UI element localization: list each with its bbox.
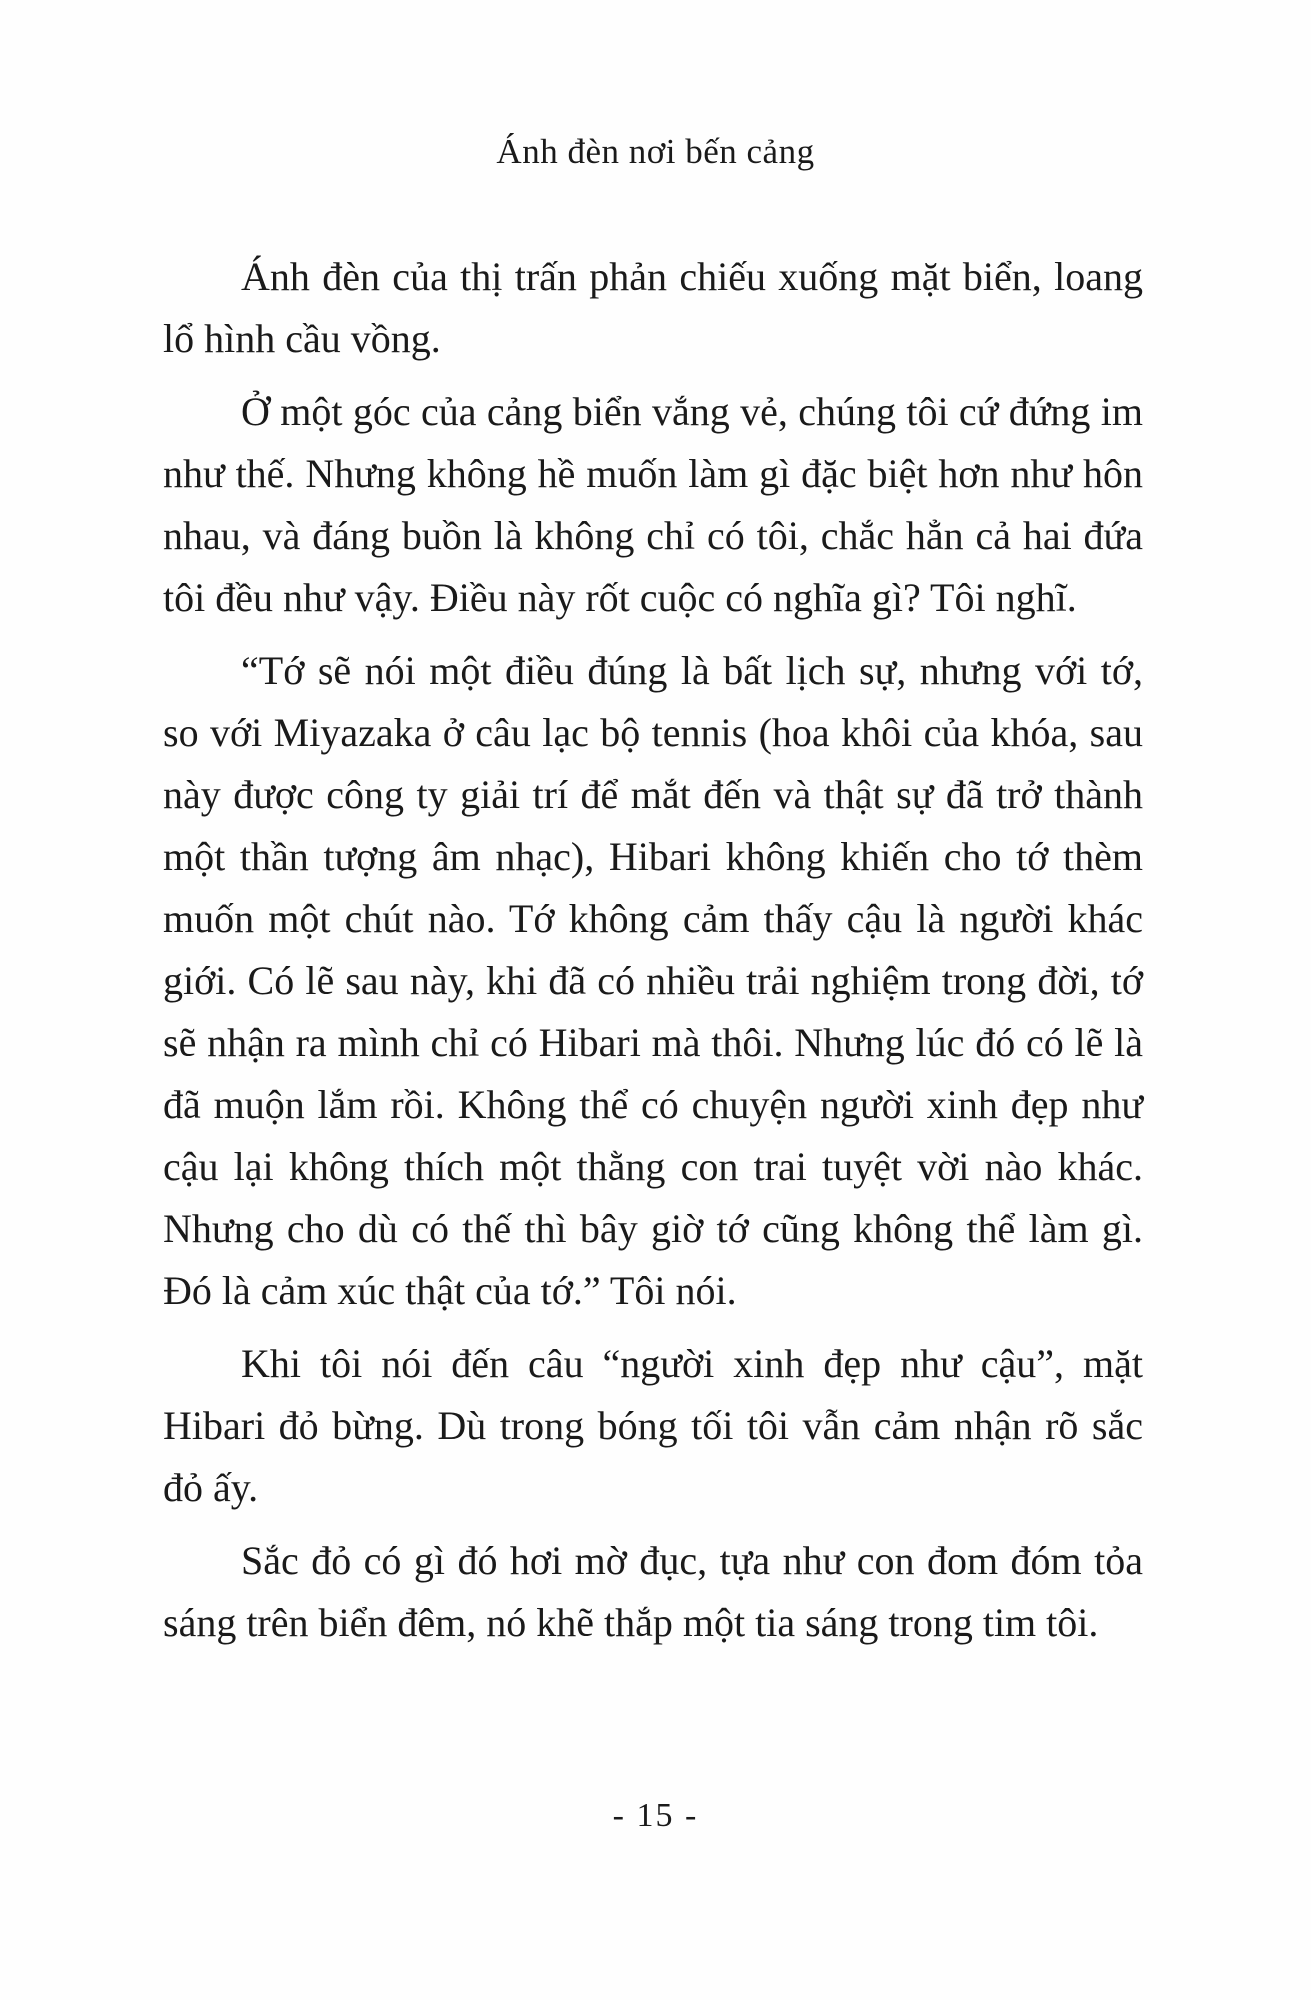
page-number: - 15 - bbox=[612, 1797, 699, 1834]
paragraph: Khi tôi nói đến câu “người xinh đẹp như cậu”, mặt Hibari đỏ bừng. Dù trong bóng tối tôi vẫn cảm nhận rõ sắc đỏ ấy. bbox=[163, 1341, 1143, 1510]
paragraph: “Tớ sẽ nói một điều đúng là bất lịch sự, nhưng với tớ, so với Miyazaka ở câu lạc bộ tennis (hoa khôi của khóa, sau này được công ty giải trí để mắt đến và thật sự đã trở thành một thần tượng âm nhạc), Hibari không khiến cho tớ thèm muốn một chút nào. Tớ không cảm thấy cậu là người khác giới. Có lẽ sau này, khi đã có nhiều trải nghiệm trong đời, tớ sẽ nhận ra mình chỉ có Hibari mà thôi. Nhưng lúc đó có lẽ là đã muộn lắm rồi. Không thể có chuyện người xinh đẹp như cậu lại không thích một thằng con trai tuyệt vời nào khác. Nhưng cho dù có thế thì bây giờ tớ cũng không thể làm gì. Đó là cảm xúc thật của tớ.” Tôi nói. bbox=[163, 648, 1143, 1313]
paragraph: Sắc đỏ có gì đó hơi mờ đục, tựa như con đom đóm tỏa sáng trên biển đêm, nó khẽ thắp một tia sáng trong tim tôi. bbox=[163, 1538, 1143, 1645]
paragraph: Ánh đèn của thị trấn phản chiếu xuống mặt biển, loang lổ hình cầu vồng. bbox=[163, 254, 1143, 361]
paragraph: Ở một góc của cảng biển vắng vẻ, chúng tôi cứ đứng im như thế. Nhưng không hề muốn làm gì đặc biệt hơn như hôn nhau, và đáng buồn là không chỉ có tôi, chắc hẳn cả hai đứa tôi đều như vậy. Điều này rốt cuộc có nghĩa gì? Tôi nghĩ. bbox=[163, 389, 1143, 620]
running-title: Ánh đèn nơi bến cảng bbox=[496, 132, 815, 171]
body-text bbox=[163, 246, 1143, 1665]
